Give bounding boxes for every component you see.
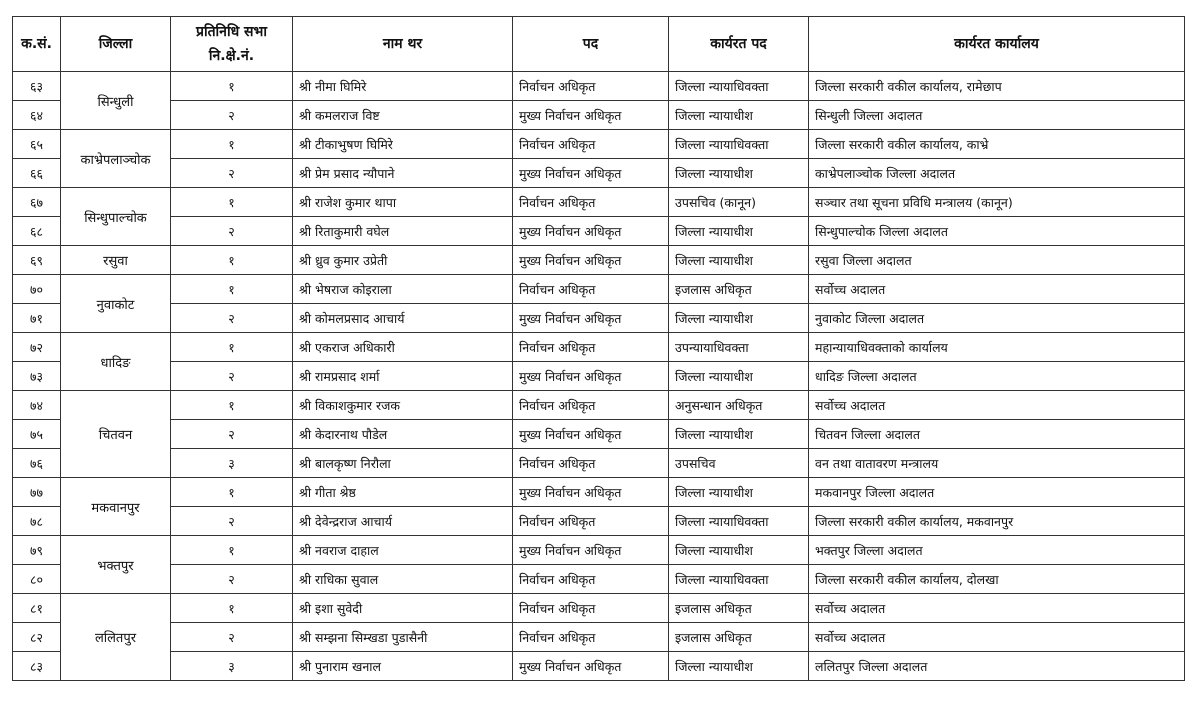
district-cell: चितवन	[61, 391, 171, 478]
district-cell: मकवानपुर	[61, 478, 171, 536]
constituency-cell: ३	[171, 449, 293, 478]
officer-name-cell: श्री प्रेम प्रसाद न्यौपाने	[293, 159, 513, 188]
current-office-cell: सर्वोच्च अदालत	[809, 594, 1185, 623]
serial-number-cell: ७३	[13, 362, 61, 391]
table-row	[13, 420, 1185, 449]
officer-name-cell: श्री नीमा घिमिरे	[293, 72, 513, 101]
officer-name-cell: श्री नवराज दाहाल	[293, 536, 513, 565]
current-office-cell: सर्वोच्च अदालत	[809, 275, 1185, 304]
officer-name-cell: श्री राधिका सुवाल	[293, 565, 513, 594]
election-post-cell: निर्वाचन अधिकृत	[513, 130, 669, 159]
officer-name-cell: श्री ध्रुव कुमार उप्रेती	[293, 246, 513, 275]
table-row	[13, 449, 1185, 478]
current-office-cell: सञ्चार तथा सूचना प्रविधि मन्त्रालय (कानून)	[809, 188, 1185, 217]
election-post-cell: मुख्य निर्वाचन अधिकृत	[513, 217, 669, 246]
serial-number-cell: ८१	[13, 594, 61, 623]
header-constituency-line1: प्रतिनिधि सभा	[195, 24, 267, 40]
serial-number-cell: ६३	[13, 72, 61, 101]
table-row	[13, 159, 1185, 188]
election-post-cell: निर्वाचन अधिकृत	[513, 333, 669, 362]
serial-number-cell: ७०	[13, 275, 61, 304]
table-row	[13, 623, 1185, 652]
header-row	[13, 17, 1185, 72]
header-constituency	[171, 17, 293, 72]
header-district: जिल्ला	[61, 17, 171, 72]
district-cell: नुवाकोट	[61, 275, 171, 333]
current-post-cell: जिल्ला न्यायाधीश	[669, 536, 809, 565]
table-row	[13, 507, 1185, 536]
constituency-cell: २	[171, 362, 293, 391]
officer-name-cell: श्री भेषराज कोइराला	[293, 275, 513, 304]
constituency-cell: २	[171, 623, 293, 652]
election-post-cell: निर्वाचन अधिकृत	[513, 449, 669, 478]
current-post-cell: जिल्ला न्यायाधीश	[669, 159, 809, 188]
election-post-cell: निर्वाचन अधिकृत	[513, 391, 669, 420]
election-officer-table	[12, 16, 1185, 681]
serial-number-cell: ६४	[13, 101, 61, 130]
table-row	[13, 130, 1185, 159]
serial-number-cell: ६५	[13, 130, 61, 159]
officer-name-cell: श्री विकाशकुमार रजक	[293, 391, 513, 420]
serial-number-cell: ६६	[13, 159, 61, 188]
officer-name-cell: श्री इशा सुवेदी	[293, 594, 513, 623]
table-row	[13, 362, 1185, 391]
current-office-cell: जिल्ला सरकारी वकील कार्यालय, दोलखा	[809, 565, 1185, 594]
table-row	[13, 536, 1185, 565]
district-cell: काभ्रेपलाञ्चोक	[61, 130, 171, 188]
table-row	[13, 246, 1185, 275]
current-post-cell: जिल्ला न्यायाधीश	[669, 304, 809, 333]
current-post-cell: जिल्ला न्यायाधिवक्ता	[669, 565, 809, 594]
officer-name-cell: श्री टीकाभुषण घिमिरे	[293, 130, 513, 159]
table-row	[13, 188, 1185, 217]
current-office-cell: जिल्ला सरकारी वकील कार्यालय, काभ्रे	[809, 130, 1185, 159]
officer-name-cell: श्री कमलराज विष्ट	[293, 101, 513, 130]
election-post-cell: मुख्य निर्वाचन अधिकृत	[513, 420, 669, 449]
table-row	[13, 333, 1185, 362]
current-post-cell: इजलास अधिकृत	[669, 623, 809, 652]
election-post-cell: निर्वाचन अधिकृत	[513, 72, 669, 101]
current-office-cell: जिल्ला सरकारी वकील कार्यालय, मकवानपुर	[809, 507, 1185, 536]
officer-name-cell: श्री रिताकुमारी वघेल	[293, 217, 513, 246]
current-office-cell: रसुवा जिल्ला अदालत	[809, 246, 1185, 275]
constituency-cell: १	[171, 391, 293, 420]
serial-number-cell: ७७	[13, 478, 61, 507]
serial-number-cell: ६९	[13, 246, 61, 275]
constituency-cell: २	[171, 159, 293, 188]
serial-number-cell: ८०	[13, 565, 61, 594]
election-post-cell: निर्वाचन अधिकृत	[513, 275, 669, 304]
serial-number-cell: ६८	[13, 217, 61, 246]
header-current-office: कार्यरत कार्यालय	[809, 17, 1185, 72]
current-post-cell: जिल्ला न्यायाधिवक्ता	[669, 130, 809, 159]
constituency-cell: १	[171, 478, 293, 507]
current-post-cell: इजलास अधिकृत	[669, 594, 809, 623]
serial-number-cell: ७९	[13, 536, 61, 565]
district-cell: सिन्धुपाल्चोक	[61, 188, 171, 246]
constituency-cell: ३	[171, 652, 293, 681]
table-row	[13, 565, 1185, 594]
election-post-cell: मुख्य निर्वाचन अधिकृत	[513, 652, 669, 681]
election-post-cell: निर्वाचन अधिकृत	[513, 594, 669, 623]
serial-number-cell: ७६	[13, 449, 61, 478]
table-row	[13, 72, 1185, 101]
current-post-cell: उपसचिव	[669, 449, 809, 478]
constituency-cell: २	[171, 101, 293, 130]
current-office-cell: सर्वोच्च अदालत	[809, 391, 1185, 420]
current-post-cell: इजलास अधिकृत	[669, 275, 809, 304]
current-post-cell: जिल्ला न्यायाधीश	[669, 101, 809, 130]
election-post-cell: निर्वाचन अधिकृत	[513, 565, 669, 594]
officer-name-cell: श्री पुनाराम खनाल	[293, 652, 513, 681]
current-office-cell: चितवन जिल्ला अदालत	[809, 420, 1185, 449]
header-constituency-line2: नि.क्षे.नं.	[208, 48, 255, 64]
current-post-cell: जिल्ला न्यायाधिवक्ता	[669, 507, 809, 536]
header-post: पद	[513, 17, 669, 72]
officer-name-cell: श्री बालकृष्ण निरौला	[293, 449, 513, 478]
constituency-cell: १	[171, 130, 293, 159]
serial-number-cell: ७१	[13, 304, 61, 333]
table-row	[13, 652, 1185, 681]
officer-name-cell: श्री सम्झना सिम्खडा पुडासैनी	[293, 623, 513, 652]
header-current-post: कार्यरत पद	[669, 17, 809, 72]
district-cell: ललितपुर	[61, 594, 171, 681]
constituency-cell: २	[171, 565, 293, 594]
serial-number-cell: ७८	[13, 507, 61, 536]
constituency-cell: १	[171, 246, 293, 275]
officer-name-cell: श्री कोमलप्रसाद आचार्य	[293, 304, 513, 333]
election-post-cell: मुख्य निर्वाचन अधिकृत	[513, 101, 669, 130]
serial-number-cell: ७२	[13, 333, 61, 362]
election-post-cell: मुख्य निर्वाचन अधिकृत	[513, 536, 669, 565]
officer-name-cell: श्री गीता श्रेष्ठ	[293, 478, 513, 507]
current-office-cell: ललितपुर जिल्ला अदालत	[809, 652, 1185, 681]
constituency-cell: २	[171, 507, 293, 536]
constituency-cell: १	[171, 333, 293, 362]
current-office-cell: जिल्ला सरकारी वकील कार्यालय, रामेछाप	[809, 72, 1185, 101]
table-row	[13, 391, 1185, 420]
current-post-cell: जिल्ला न्यायाधिवक्ता	[669, 72, 809, 101]
table-body	[13, 72, 1185, 681]
table-row	[13, 478, 1185, 507]
district-cell: सिन्धुली	[61, 72, 171, 130]
election-post-cell: मुख्य निर्वाचन अधिकृत	[513, 159, 669, 188]
constituency-cell: १	[171, 536, 293, 565]
constituency-cell: १	[171, 594, 293, 623]
current-post-cell: जिल्ला न्यायाधीश	[669, 478, 809, 507]
current-office-cell: धादिङ जिल्ला अदालत	[809, 362, 1185, 391]
current-office-cell: सर्वोच्च अदालत	[809, 623, 1185, 652]
constituency-cell: २	[171, 420, 293, 449]
current-office-cell: काभ्रेपलाञ्चोक जिल्ला अदालत	[809, 159, 1185, 188]
current-post-cell: उपन्यायाधिवक्ता	[669, 333, 809, 362]
current-office-cell: सिन्धुली जिल्ला अदालत	[809, 101, 1185, 130]
district-cell: भक्तपुर	[61, 536, 171, 594]
election-post-cell: मुख्य निर्वाचन अधिकृत	[513, 362, 669, 391]
current-post-cell: अनुसन्धान अधिकृत	[669, 391, 809, 420]
current-post-cell: उपसचिव (कानून)	[669, 188, 809, 217]
serial-number-cell: ८२	[13, 623, 61, 652]
officer-name-cell: श्री एकराज अधिकारी	[293, 333, 513, 362]
constituency-cell: २	[171, 304, 293, 333]
election-post-cell: मुख्य निर्वाचन अधिकृत	[513, 478, 669, 507]
header-sn: क.सं.	[13, 17, 61, 72]
serial-number-cell: ७४	[13, 391, 61, 420]
current-office-cell: भक्तपुर जिल्ला अदालत	[809, 536, 1185, 565]
current-office-cell: सिन्धुपाल्चोक जिल्ला अदालत	[809, 217, 1185, 246]
table-row	[13, 304, 1185, 333]
current-office-cell: वन तथा वातावरण मन्त्रालय	[809, 449, 1185, 478]
current-office-cell: नुवाकोट जिल्ला अदालत	[809, 304, 1185, 333]
table-row	[13, 594, 1185, 623]
officer-name-cell: श्री देवेन्द्रराज आचार्य	[293, 507, 513, 536]
table-header	[13, 17, 1185, 72]
election-post-cell: मुख्य निर्वाचन अधिकृत	[513, 304, 669, 333]
current-post-cell: जिल्ला न्यायाधीश	[669, 246, 809, 275]
header-name: नाम थर	[293, 17, 513, 72]
district-cell: रसुवा	[61, 246, 171, 275]
constituency-cell: १	[171, 72, 293, 101]
current-post-cell: जिल्ला न्यायाधीश	[669, 652, 809, 681]
constituency-cell: २	[171, 217, 293, 246]
officer-table-sheet	[12, 16, 1184, 681]
district-cell: धादिङ	[61, 333, 171, 391]
constituency-cell: १	[171, 275, 293, 304]
election-post-cell: निर्वाचन अधिकृत	[513, 623, 669, 652]
officer-name-cell: श्री केदारनाथ पौडेल	[293, 420, 513, 449]
election-post-cell: निर्वाचन अधिकृत	[513, 507, 669, 536]
election-post-cell: मुख्य निर्वाचन अधिकृत	[513, 246, 669, 275]
table-row	[13, 217, 1185, 246]
election-post-cell: निर्वाचन अधिकृत	[513, 188, 669, 217]
table-row	[13, 101, 1185, 130]
current-office-cell: महान्यायाधिवक्ताको कार्यालय	[809, 333, 1185, 362]
officer-name-cell: श्री राजेश कुमार थापा	[293, 188, 513, 217]
current-post-cell: जिल्ला न्यायाधीश	[669, 420, 809, 449]
serial-number-cell: ७५	[13, 420, 61, 449]
officer-name-cell: श्री रामप्रसाद शर्मा	[293, 362, 513, 391]
current-office-cell: मकवानपुर जिल्ला अदालत	[809, 478, 1185, 507]
table-row	[13, 275, 1185, 304]
current-post-cell: जिल्ला न्यायाधीश	[669, 217, 809, 246]
current-post-cell: जिल्ला न्यायाधीश	[669, 362, 809, 391]
serial-number-cell: ६७	[13, 188, 61, 217]
constituency-cell: १	[171, 188, 293, 217]
serial-number-cell: ८३	[13, 652, 61, 681]
